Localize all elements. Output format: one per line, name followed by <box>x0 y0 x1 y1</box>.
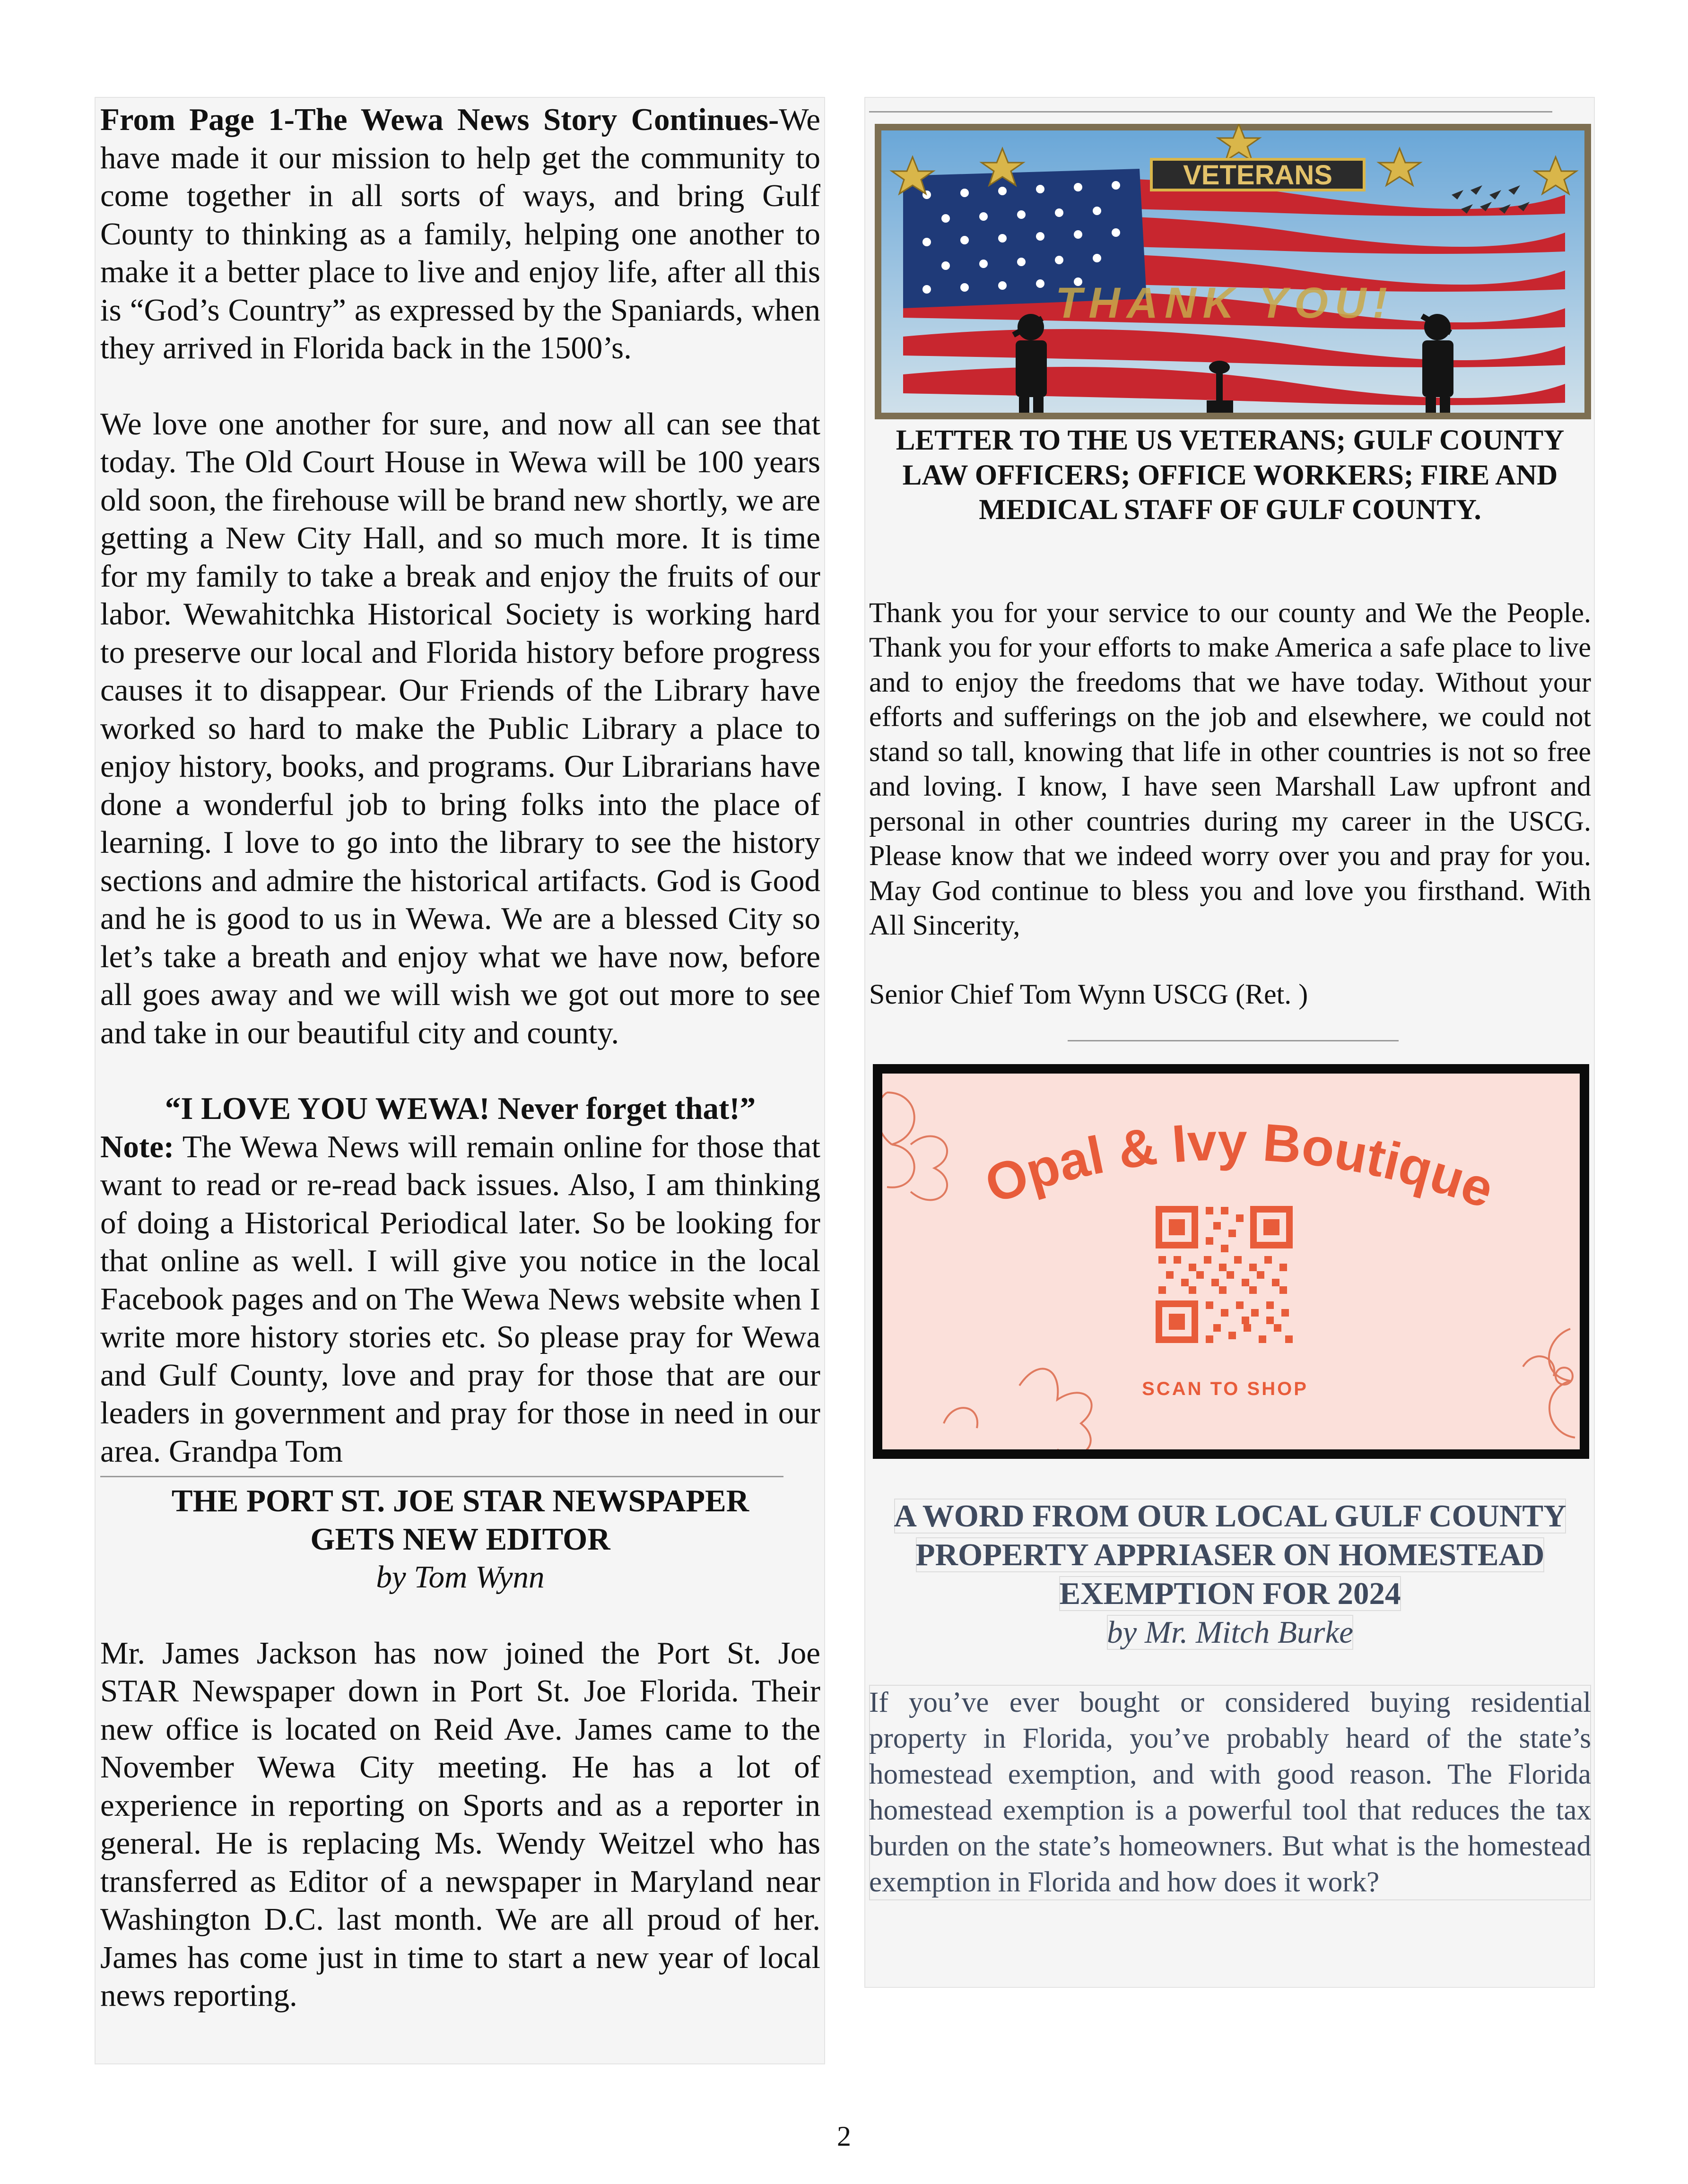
veterans-banner-text: VETERANS <box>1183 160 1332 191</box>
intro-paragraph <box>100 101 820 367</box>
boutique-ad-graphic <box>882 1074 1580 1449</box>
boutique-brand-text: Opal & Ivy Boutique <box>977 1112 1502 1220</box>
letter-signature: Senior Chief Tom Wynn USCG (Ret. ) <box>869 978 1308 1010</box>
intro-body: We have made it our mission to help get the community to come together in all sorts of ways, and bring Gulf County to thinking as a family, helping one another to make it a better place to live and enjoy life, after all this is “God’s Country” as expressed by the Spaniards, when they arrived in Florida back in the 1500’s. <box>100 102 820 365</box>
boutique-ad[interactable] <box>873 1064 1589 1459</box>
star-heading <box>100 1482 820 1558</box>
veterans-flag-graphic <box>875 124 1591 419</box>
star-byline: by Tom Wynn <box>376 1560 545 1595</box>
appraiser-heading-line2: PROPERTY APPRIASER ON HOMESTEAD <box>915 1537 1545 1572</box>
appraiser-heading-line1: A WORD FROM OUR LOCAL GULF COUNTY <box>894 1499 1566 1534</box>
veterans-banner <box>1151 159 1364 191</box>
appraiser-byline-row <box>869 1613 1591 1652</box>
short-divider <box>1068 1040 1399 1041</box>
qr-code-icon <box>1156 1206 1293 1343</box>
top-divider <box>869 111 1552 113</box>
note-label: Note: <box>100 1129 174 1164</box>
star-heading-line2: GETS NEW EDITOR <box>310 1521 610 1557</box>
appraiser-heading-line3: EXEMPTION FOR 2024 <box>1059 1576 1401 1611</box>
star-article-body: Mr. James Jackson has now joined the Port St. Joe STAR Newspaper down in Port St. Joe Florida. Their new office is located on Reid Ave. James came to the November Wewa City meeting. He has a lot of experience in reporting on Sports and as a reporter in general. He is replacing Ms. Wendy Weitzel who has transferred as Editor of a newspaper in Maryland near Washington D.C. last month. We are all proud of her. James has come just in time to start a new year of local news reporting. <box>100 1635 820 2013</box>
letter-heading: LETTER TO THE US VETERANS; GULF COUNTY LAW OFFICERS; OFFICE WORKERS; FIRE AND MEDICAL STAFF OF GULF COUNTY. <box>896 425 1565 526</box>
right-column <box>864 97 1595 1988</box>
star-heading-line1: THE PORT ST. JOE STAR NEWSPAPER <box>171 1483 749 1518</box>
appraiser-body: If you’ve ever bought or considered buying residential property in Florida, you’ve probably heard of the state’s homestead exemption, and with good reason. The Florida homestead exemption is a powerful tool that reduces the tax burden on the state’s homeowners. But what is the homestead exemption in Florida and how does it work? <box>869 1685 1591 1900</box>
appraiser-heading <box>869 1497 1591 1613</box>
note-body: The Wewa News will remain online for those that want to read or re-read back issues. Also, I am thinking of doing a Historical Periodical later. So be looking for that online as well. I will give you notice in the local Facebook pages and on The Wewa News website when I write more history stories etc. So please pray for Wewa and Gulf County, love and pray for those that are our leaders in government and pray for those in need in our area. Grandpa Tom <box>100 1129 820 1469</box>
appraiser-byline: by Mr. Mitch Burke <box>1107 1615 1353 1650</box>
veterans-image <box>875 124 1591 419</box>
community-paragraph: We love one another for sure, and now all can see that today. The Old Court House in Wewa will be 100 years old soon, the firehouse will be brand new shortly, we are getting a New City Hall, and so much more. It is time for my family to take a break and enjoy the fruits of our labor. Wewahitchka Historical Society is working hard to preserve our local and Florida history before progress causes it to disappear. Our Friends of the Library have worked so hard to make the Public Library a place to enjoy history, books, and programs. Our Librarians have done a wonderful job to bring folks into the place of learning. I love to go into the library to see the history sections and admire the historical artifacts. God is Good and he is good to us in Wewa. We are a blessed City so let’s take a breath and enjoy what we have now, before all goes away and we will wish we got out more to see and take in our beautiful city and county. <box>100 406 820 1050</box>
note-paragraph <box>100 1128 820 1471</box>
page-number: 2 <box>837 2121 851 2152</box>
letter-body: Thank you for your service to our county and We the People. Thank you for your efforts to make America a safe place to live and to enjoy the freedoms that we have today. Without your efforts and sufferings on the job and elsewhere, we could not stand so tall, knowing that life in other countries is not so free and loving. I know, I have seen Marshall Law upfront and personal in other countries during my career in the USCG. Please know that we indeed worry over you and pray for you. May God continue to bless you and love you firsthand. With All Sincerity, <box>869 597 1591 941</box>
scan-to-shop-text: SCAN TO SHOP <box>1142 1378 1308 1399</box>
love-quote: “I LOVE YOU WEWA! Never forget that!” <box>165 1091 756 1126</box>
thank-you-text: THANK YOU! <box>1055 279 1394 327</box>
intro-lead: From Page 1-The Wewa News Story Continues- <box>100 102 779 137</box>
left-column <box>95 97 825 2064</box>
section-divider <box>100 1476 783 1477</box>
